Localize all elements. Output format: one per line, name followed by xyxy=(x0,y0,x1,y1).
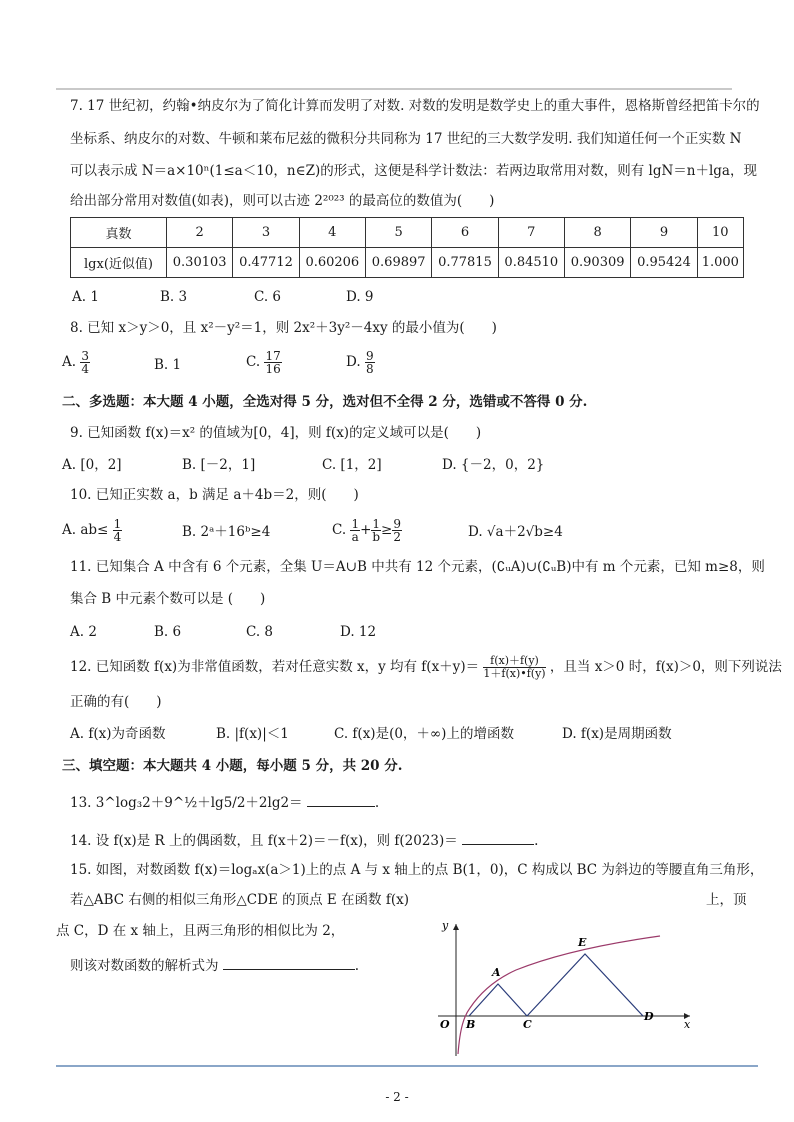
y-axis-label: y xyxy=(442,919,449,932)
q7-line2: 坐标系、纳皮尔的对数、牛顿和莱布尼兹的微积分共同称为 17 世纪的三大数学发明. 我们知道任何一个正实数 N xyxy=(70,131,742,147)
point-b-label: B xyxy=(466,1018,476,1031)
log-function-graph xyxy=(428,918,698,1058)
table-header-row xyxy=(71,218,744,248)
q12-option-c[interactable]: C. f(x)是(0，＋∞)上的增函数 xyxy=(334,726,514,742)
q10-option-d[interactable]: D. √a＋2√b≥4 xyxy=(468,524,563,540)
log-table xyxy=(70,217,744,278)
q12-option-d[interactable]: D. f(x)是周期函数 xyxy=(562,726,672,742)
q12-text-pre: 12. 已知函数 f(x)为非常值函数，若对任意实数 x，y 均有 f(x＋y)＝ xyxy=(70,659,480,675)
denominator: 4 xyxy=(113,530,122,544)
table-cell: 0.90309 xyxy=(564,248,630,278)
q12-line2: 正确的有( ) xyxy=(70,694,162,710)
table-cell: 真数 xyxy=(71,218,167,248)
q12-fraction xyxy=(483,655,545,680)
numerator: 9 xyxy=(393,517,401,531)
q7-line1: 7. 17 世纪初，约翰•纳皮尔为了简化计算而发明了对数. 对数的发明是数学史上的重大事件，恩格斯曾经把笛卡尔的 xyxy=(70,98,760,114)
numerator: 17 xyxy=(265,349,281,363)
header-rule xyxy=(56,88,732,90)
q8-option-d[interactable] xyxy=(346,350,375,375)
origin-label: O xyxy=(440,1018,450,1031)
q10-stem: 10. 已知正实数 a，b 满足 a＋4b＝2，则( ) xyxy=(70,487,359,503)
option-label: A. xyxy=(62,354,77,370)
point-a-label: A xyxy=(492,966,501,979)
table-cell: 0.60206 xyxy=(299,248,365,278)
table-cell: 8 xyxy=(564,218,630,248)
table-cell: lgx(近似值) xyxy=(71,248,167,278)
triangle-cde xyxy=(527,954,643,1016)
point-d-label: D xyxy=(644,1010,654,1023)
table-cell: 0.47712 xyxy=(233,248,299,278)
option-text: A. ab≤ xyxy=(62,522,109,538)
q8-stem: 8. 已知 x＞y＞0，且 x²－y²＝1，则 2x²＋3y²－4xy 的最小值为( ) xyxy=(70,320,497,336)
fraction xyxy=(264,350,281,375)
table-cell: 2 xyxy=(167,218,233,248)
q8-option-c[interactable] xyxy=(246,350,282,375)
q9-stem: 9. 已知函数 f(x)＝x² 的值域为[0，4]，则 f(x)的定义域可以是( ) xyxy=(70,425,482,441)
q14-line: 14. 设 f(x)是 R 上的偶函数，且 f(x＋2)＝－f(x)，则 f(2023)＝ . xyxy=(70,830,538,851)
denominator: 1＋f(x)•f(y) xyxy=(483,667,546,680)
table-cell: 0.95424 xyxy=(631,248,697,278)
q13-answer-blank[interactable] xyxy=(307,792,375,807)
fraction xyxy=(80,350,90,375)
q15-answer-blank[interactable] xyxy=(223,955,355,970)
table-cell: 7 xyxy=(498,218,564,248)
table-cell: 0.77815 xyxy=(432,248,498,278)
q11-line1: 11. 已知集合 A 中含有 6 个元素，全集 U＝A∪B 中共有 12 个元素，(∁ᵤA)∪(∁ᵤB)中有 m 个元素，已知 m≥8，则 xyxy=(70,559,765,575)
q13-line: 13. 3^log₃2＋9^½＋lg5/2＋2lg2＝ . xyxy=(70,792,379,813)
denominator: 8 xyxy=(365,362,374,376)
table-cell: 5 xyxy=(365,218,431,248)
q10-option-b[interactable]: B. 2ᵃ＋16ᵇ≥4 xyxy=(182,524,271,540)
denominator: 2 xyxy=(393,530,401,544)
numerator: 3 xyxy=(81,349,89,363)
numerator: 1 xyxy=(113,517,122,531)
option-text: ≥ xyxy=(381,522,393,538)
option-label: C. xyxy=(332,522,347,538)
fraction xyxy=(113,518,123,543)
table-cell: 10 xyxy=(697,218,743,248)
fraction: $\frac{1}{b}$ xyxy=(372,517,381,544)
q15-line3: 点 C，D 在 x 轴上，且两三角形的相似比为 2， xyxy=(56,923,345,939)
q7-option-a[interactable]: A. 1 xyxy=(72,289,99,305)
section-2-heading: 二、多选题：本大题 4 小题，全选对得 5 分，选对但不全得 2 分，选错或不答得 0 分. xyxy=(62,394,588,410)
q11-option-c[interactable]: C. 8 xyxy=(246,624,274,640)
q13-text: 13. 3^log₃2＋9^½＋lg5/2＋2lg2＝ xyxy=(70,795,303,811)
q15-line1: 15. 如图，对数函数 f(x)＝logₐx(a＞1)上的点 A 与 x 轴上的点 B(1，0)，C 构成以 BC 为斜边的等腰直角三角形， xyxy=(70,862,764,878)
point-e-label: E xyxy=(578,936,587,949)
table-cell: 0.69897 xyxy=(365,248,431,278)
q14-answer-blank[interactable] xyxy=(462,830,534,845)
q10-option-a[interactable] xyxy=(62,518,122,543)
q12-line1 xyxy=(70,655,782,680)
table-cell: 4 xyxy=(299,218,365,248)
table-cell: 0.84510 xyxy=(498,248,564,278)
point-c-label: C xyxy=(523,1018,532,1031)
q9-option-b[interactable]: B. [－2，1] xyxy=(182,457,256,473)
q11-option-a[interactable]: A. 2 xyxy=(70,624,97,640)
x-axis-label: x xyxy=(684,1018,691,1031)
q7-option-b[interactable]: B. 3 xyxy=(160,289,188,305)
q9-option-d[interactable]: D. {－2，0，2} xyxy=(442,457,545,473)
fraction xyxy=(365,350,375,375)
q11-option-d[interactable]: D. 12 xyxy=(340,624,377,640)
q15-line2: 若△ABC 右侧的相似三角形△CDE 的顶点 E 在函数 f(x) xyxy=(70,892,409,908)
numerator: 9 xyxy=(365,349,374,363)
fraction: $\frac{1}{a}$ xyxy=(351,517,360,544)
q11-line2: 集合 B 中元素个数可以是 ( ) xyxy=(70,591,266,607)
q7-line3: 可以表示成 N＝a×10ⁿ(1≤a＜10，n∈Z)的形式，这便是科学计数法：若两边取常用对数，则有 lgN＝n＋lga，现 xyxy=(70,163,757,179)
q14-text: 14. 设 f(x)是 R 上的偶函数，且 f(x＋2)＝－f(x)，则 f(2023)＝ xyxy=(70,833,458,849)
q8-option-b[interactable]: B. 1 xyxy=(154,357,182,373)
table-cell: 1.000 xyxy=(697,248,743,278)
q7-option-c[interactable]: C. 6 xyxy=(254,289,282,305)
q8-option-a[interactable] xyxy=(62,350,90,375)
option-label: C. xyxy=(246,354,261,370)
denominator: 4 xyxy=(81,362,89,376)
table-cell: 0.30103 xyxy=(167,248,233,278)
q9-option-c[interactable]: C. [1，2] xyxy=(322,457,382,473)
q7-option-d[interactable]: D. 9 xyxy=(346,289,374,305)
q7-line4: 给出部分常用对数值(如表)，则可以古迹 2²⁰²³ 的最高位的数值为( ) xyxy=(70,193,495,209)
q12-option-b[interactable]: B. |f(x)|＜1 xyxy=(216,726,289,742)
table-cell: 9 xyxy=(631,218,697,248)
q10-option-c[interactable]: C. $\frac{1}{a}$ + $\frac{1}{b}$ ≥ $\frac{9}{2}$ xyxy=(332,517,401,544)
q12-text-post: ，且当 x＞0 时，f(x)＞0，则下列说法 xyxy=(549,659,782,675)
table-row xyxy=(71,248,744,278)
q15-text: 则该对数函数的解析式为 xyxy=(70,958,219,974)
table-cell: 3 xyxy=(233,218,299,248)
q11-option-b[interactable]: B. 6 xyxy=(154,624,182,640)
page-number: - 2 - xyxy=(385,1090,409,1104)
section-3-heading: 三、填空题：本大题共 4 小题，每小题 5 分，共 20 分. xyxy=(62,758,403,774)
q15-line2-tail: 上，顶 xyxy=(706,892,747,908)
triangle-abc xyxy=(469,984,527,1016)
fraction xyxy=(392,518,402,543)
footer-rule xyxy=(56,1065,758,1067)
q9-option-a[interactable]: A. [0，2] xyxy=(62,457,122,473)
q15-line4: 则该对数函数的解析式为 . xyxy=(70,955,359,976)
table-cell: 6 xyxy=(432,218,498,248)
option-label: D. xyxy=(346,354,361,370)
q12-option-a[interactable]: A. f(x)为奇函数 xyxy=(70,726,166,742)
numerator: f(x)＋f(y) xyxy=(483,655,545,668)
denominator: 16 xyxy=(265,362,281,376)
